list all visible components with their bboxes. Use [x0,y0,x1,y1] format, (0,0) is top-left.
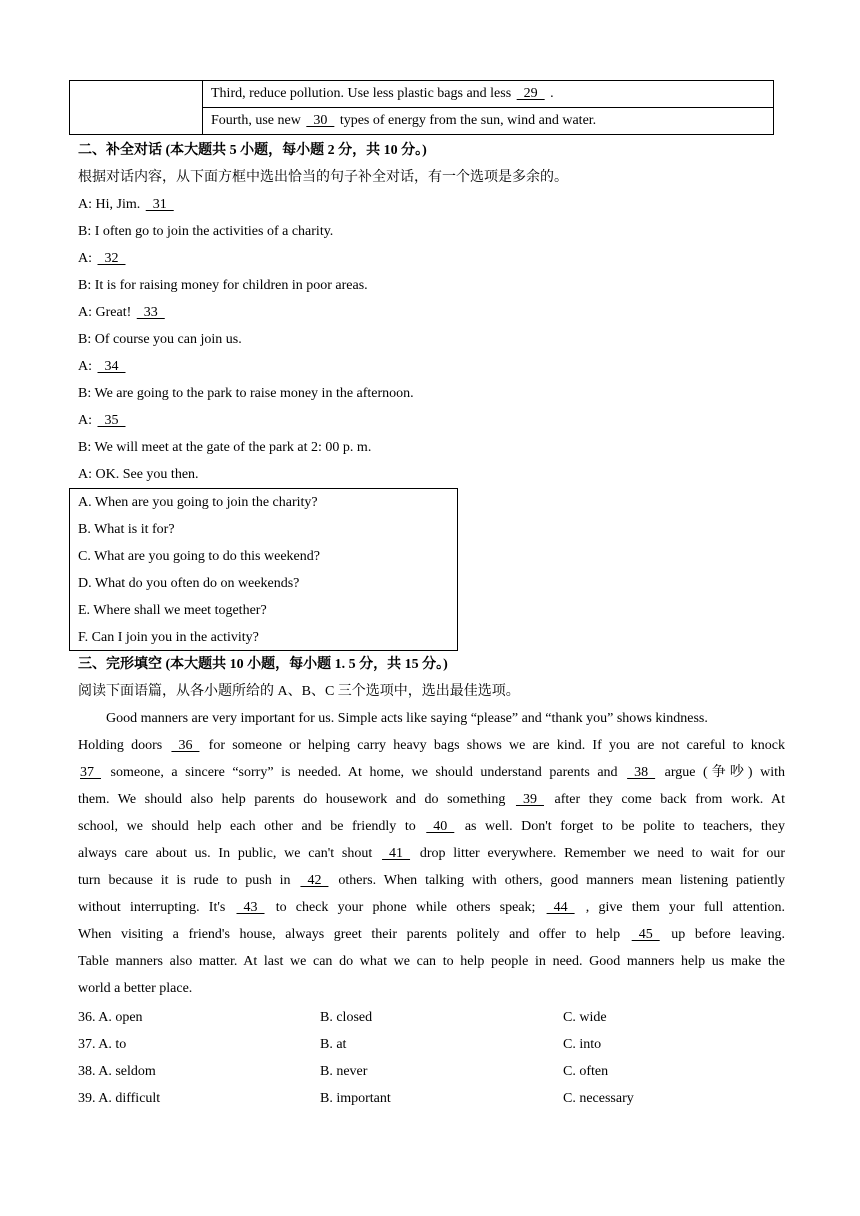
choice-option-c[interactable]: C. necessary [563,1091,634,1106]
choice-option-b[interactable]: B. at [320,1037,347,1052]
passage-line [78,894,785,921]
passage-text: world a better place. [78,981,193,996]
passage-text: after they come back from work. At [545,792,785,807]
dialog-line [78,222,333,242]
dialog-line [78,195,176,215]
dialog-text: B: It is for raising money for children in poor areas. [78,278,368,293]
answer-blank-32[interactable]: 32 [97,251,126,266]
table-empty-cell [70,81,203,135]
table-text: Third, reduce pollution. Use less plastic bags and less [211,86,515,101]
passage-text: When visiting a friend's house, always greet their parents politely and offer to help [78,927,630,942]
passage-text: to check your phone while others speak; [266,900,545,915]
answer-blank-37[interactable]: 37 [80,765,101,780]
dialog-text: A: Hi, Jim. [78,197,144,212]
choice-option-a[interactable]: 38. A. seldom [78,1064,156,1079]
passage-text: always care about us. In public, we can't shout [78,846,381,861]
passage-text: as well. Don't forget to be polite to teachers, they [456,819,785,834]
dialog-line [78,249,128,269]
answer-blank-40[interactable]: 40 [426,819,455,834]
option-e: E. Where shall we meet together? [78,603,267,618]
passage-text: Holding doors [78,738,170,753]
option-b: B. What is it for? [78,522,175,537]
answer-blank-45[interactable]: 45 [631,927,660,942]
choice-row [78,1008,785,1028]
passage-text: argue (争吵) with [657,765,785,780]
section2-instruction: 根据对话内容，从下面方框中选出恰当的句子补全对话，有一个选项是多余的。 [78,170,568,185]
passage-text: them. We should also help parents do housework and do something [78,792,514,807]
table-cell-third [203,81,774,108]
dialog-text: A: [78,251,96,266]
dialog-text: A: Great! [78,305,135,320]
dialog-text: B: We will meet at the gate of the park at 2: 00 p. m. [78,440,372,455]
option-c: C. What are you going to do this weekend? [78,549,320,564]
passage-line [78,813,785,840]
passage-text: for someone or helping carry heavy bags shows we are kind. If you are not careful to knock [201,738,785,753]
choice-option-c[interactable]: C. often [563,1064,609,1079]
dialog-line [78,357,128,377]
options-box [69,488,458,651]
passage-line [78,705,785,732]
passage-line [78,840,785,867]
passage-text: , give them your full attention. [576,900,785,915]
section2-heading: 二、补全对话 (本大题共 5 小题，每小题 2 分，共 10 分。) [78,143,427,158]
section3-heading: 三、完形填空 (本大题共 10 小题，每小题 1. 5 分，共 15 分。) [78,657,448,672]
dialog-line [78,330,242,350]
passage-line [78,948,785,975]
answer-blank-44[interactable]: 44 [546,900,575,915]
table-text: Fourth, use new [211,113,305,128]
choice-row [78,1035,785,1055]
choice-option-c[interactable]: C. into [563,1037,602,1052]
passage-text: Table manners also matter. At last we can do what we can to help people in need. Good manners help us make the [78,954,785,969]
dialog-line [78,303,167,323]
dialog-text: B: Of course you can join us. [78,332,242,347]
dialog-text: A: [78,413,96,428]
answer-blank-36[interactable]: 36 [171,738,200,753]
answer-blank-30[interactable]: 30 [306,113,335,128]
passage-text: school, we should help each other and be friendly to [78,819,425,834]
passage-line [78,732,785,759]
choice-option-a[interactable]: 36. A. open [78,1010,143,1025]
passage-text: Good manners are very important for us. Simple acts like saying “please” and “thank you” shows kindness. [78,711,708,726]
choice-row [78,1089,785,1109]
option-f: F. Can I join you in the activity? [78,630,259,645]
section3-instruction: 阅读下面语篇，从各小题所给的 A、B、C 三个选项中，选出最佳选项。 [78,684,520,699]
answer-blank-42[interactable]: 42 [300,873,329,888]
passage-line [78,786,785,813]
answer-blank-41[interactable]: 41 [382,846,411,861]
passage-line [78,975,785,1002]
dialog-text: A: OK. See you then. [78,467,199,482]
passage-line [78,759,785,786]
passage-text: drop litter everywhere. Remember we need to wait for our [412,846,785,861]
table-text: types of energy from the sun, wind and water. [336,113,597,128]
dialog-line [78,384,414,404]
answer-blank-39[interactable]: 39 [515,792,544,807]
answer-blank-35[interactable]: 35 [97,413,126,428]
answer-blank-43[interactable]: 43 [236,900,265,915]
passage-text: others. When talking with others, good manners mean listening patiently [330,873,785,888]
dialog-line [78,276,368,296]
passage-text: without interrupting. It's [78,900,235,915]
dialog-line [78,438,371,458]
answer-blank-34[interactable]: 34 [97,359,126,374]
passage-line [78,921,785,948]
dialog-line [78,465,199,485]
answer-blank-33[interactable]: 33 [136,305,165,320]
tips-table [69,80,774,135]
answer-blank-29[interactable]: 29 [516,86,545,101]
answer-blank-38[interactable]: 38 [627,765,656,780]
choice-option-c[interactable]: C. wide [563,1010,607,1025]
option-a: A. When are you going to join the charity? [78,495,318,510]
passage-text: someone, a sincere “sorry” is needed. At home, we should understand parents and [103,765,626,780]
cloze-passage [78,705,785,1002]
answer-blank-31[interactable]: 31 [145,197,174,212]
option-d: D. What do you often do on weekends? [78,576,300,591]
choice-option-a[interactable]: 39. A. difficult [78,1091,161,1106]
choice-option-b[interactable]: B. never [320,1064,368,1079]
dialog-text: B: I often go to join the activities of a charity. [78,224,334,239]
choice-option-a[interactable]: 37. A. to [78,1037,127,1052]
passage-line [78,867,785,894]
table-cell-fourth [203,108,774,135]
table-row [70,81,774,108]
dialog-line [78,411,128,431]
passage-text: turn because it is rude to push in [78,873,299,888]
choice-option-b[interactable]: B. closed [320,1010,373,1025]
passage-text: up before leaving. [661,927,785,942]
table-text: . [546,86,554,101]
choice-row [78,1062,785,1082]
choice-option-b[interactable]: B. important [320,1091,391,1106]
dialog-text: B: We are going to the park to raise money in the afternoon. [78,386,414,401]
dialog-text: A: [78,359,96,374]
